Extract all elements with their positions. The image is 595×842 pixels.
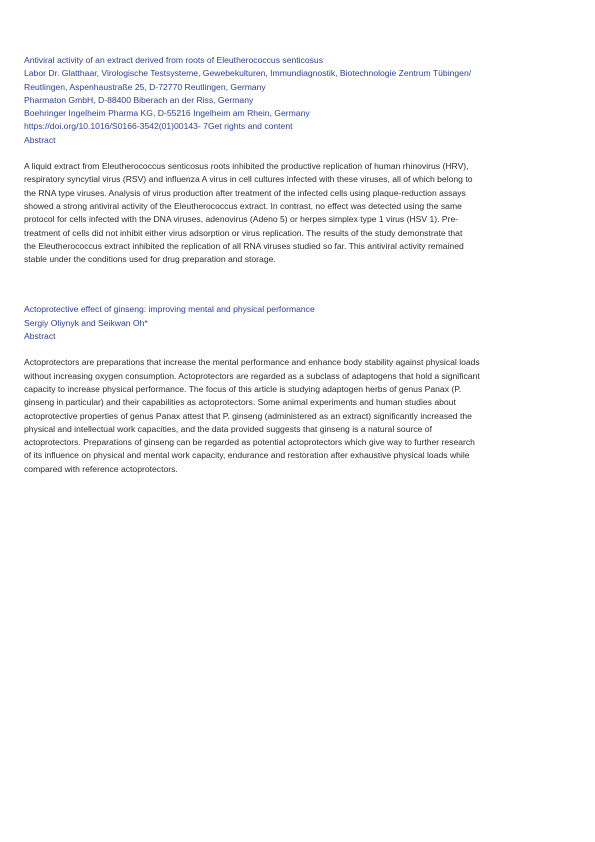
doi-link[interactable]: https://doi.org/10.1016/S0166-3542(01)00143- 7Get rights and content [24, 121, 293, 132]
section-spacer [24, 266, 572, 303]
abstract-line: Actoprotectors are preparations that increase the mental performance and enhance body stability against physical loads [24, 357, 480, 368]
affiliation-line: Labor Dr. Glatthaar, Virologische Testsysteme, Gewebekulturen, Immundiagnostik, Biotechnologie Zentrum Tübingen/ [24, 68, 472, 79]
authors-line: Sergiy Oliynyk and Seikwan Oh* [24, 317, 148, 328]
affiliation-line: Boehringer Ingelheim Pharma KG, D-55216 Ingelheim am Rhein, Germany [24, 108, 310, 119]
abstract-text [24, 356, 572, 476]
abstract-line: the RNA type viruses. Analysis of virus production after treatment of the infected cells using plaque-reduction assays [24, 187, 466, 198]
abstract-line: of its influence on physical and mental work capacity, endurance and restoration after exhaustive physical loads while [24, 450, 470, 461]
article-antiviral [24, 54, 572, 266]
abstract-label: Abstract [24, 134, 56, 145]
abstract-line: stable under the conditions used for drug preparation and storage. [24, 254, 276, 265]
abstract-text [24, 160, 572, 266]
affiliation-line: Reutlingen, Aspenhaustraße 25, D-72770 Reutlingen, Germany [24, 81, 266, 92]
abstract-line: the Eleutherococcus extract inhibited the replication of all RNA viruses studied so far. This antiviral activity remained [24, 240, 464, 251]
abstract-line: capacity to increase physical performance. The focus of this article is studying adaptogen herbs of genus Panax (P. [24, 383, 462, 394]
abstract-line: ginseng in particular) and their capabilities as actoprotectors. Some animal experiments and human studies about [24, 397, 456, 408]
abstract-line: protocol for cells infected with the DNA viruses, adenovirus (Adeno 5) or herpes simplex type 1 virus (HSV 1). Pre- [24, 214, 459, 225]
abstract-line: actoprotective properties of genus Panax attest that P. ginseng (administered as an extract) significantly increased the [24, 410, 472, 421]
abstract-line: respiratory syncytial virus (RSV) and influenza A virus in cell cultures infected with these viruses, all of which belong to [24, 174, 473, 185]
affiliation-line: Pharmaton GmbH, D-88400 Biberach an der Riss, Germany [24, 94, 254, 105]
abstract-line: actoprotectors. Preparations of ginseng can be regarded as potential actoprotectors which give way to further research [24, 437, 475, 448]
article-title: Antiviral activity of an extract derived from roots of Eleutherococcus senticosus [24, 55, 324, 65]
article-actoprotective [24, 303, 572, 476]
abstract-line: without increasing oxygen consumption. Actoprotectors are regarded as a subclass of adaptogens that hold a significant [24, 370, 480, 381]
page-content [24, 54, 572, 476]
abstract-line: A liquid extract from Eleutherococcus senticosus roots inhibited the productive replication of human rhinovirus (HRV), [24, 161, 469, 172]
article-title: Actoprotective effect of ginseng: improving mental and physical performance [24, 304, 315, 315]
abstract-line: physical and intellectual work capacities, and the data provided suggests that ginseng is a natural source of [24, 423, 432, 434]
abstract-line: compared with reference actoprotectors. [24, 463, 178, 474]
abstract-line: showed a strong antiviral activity of the Eleutherococcus extract. In contrast, no effect was detected using the same [24, 200, 462, 211]
abstract-line: treatment of cells did not inhibit either virus adsorption or virus replication. The results of the study demonstrate that [24, 227, 463, 238]
abstract-label: Abstract [24, 331, 56, 342]
